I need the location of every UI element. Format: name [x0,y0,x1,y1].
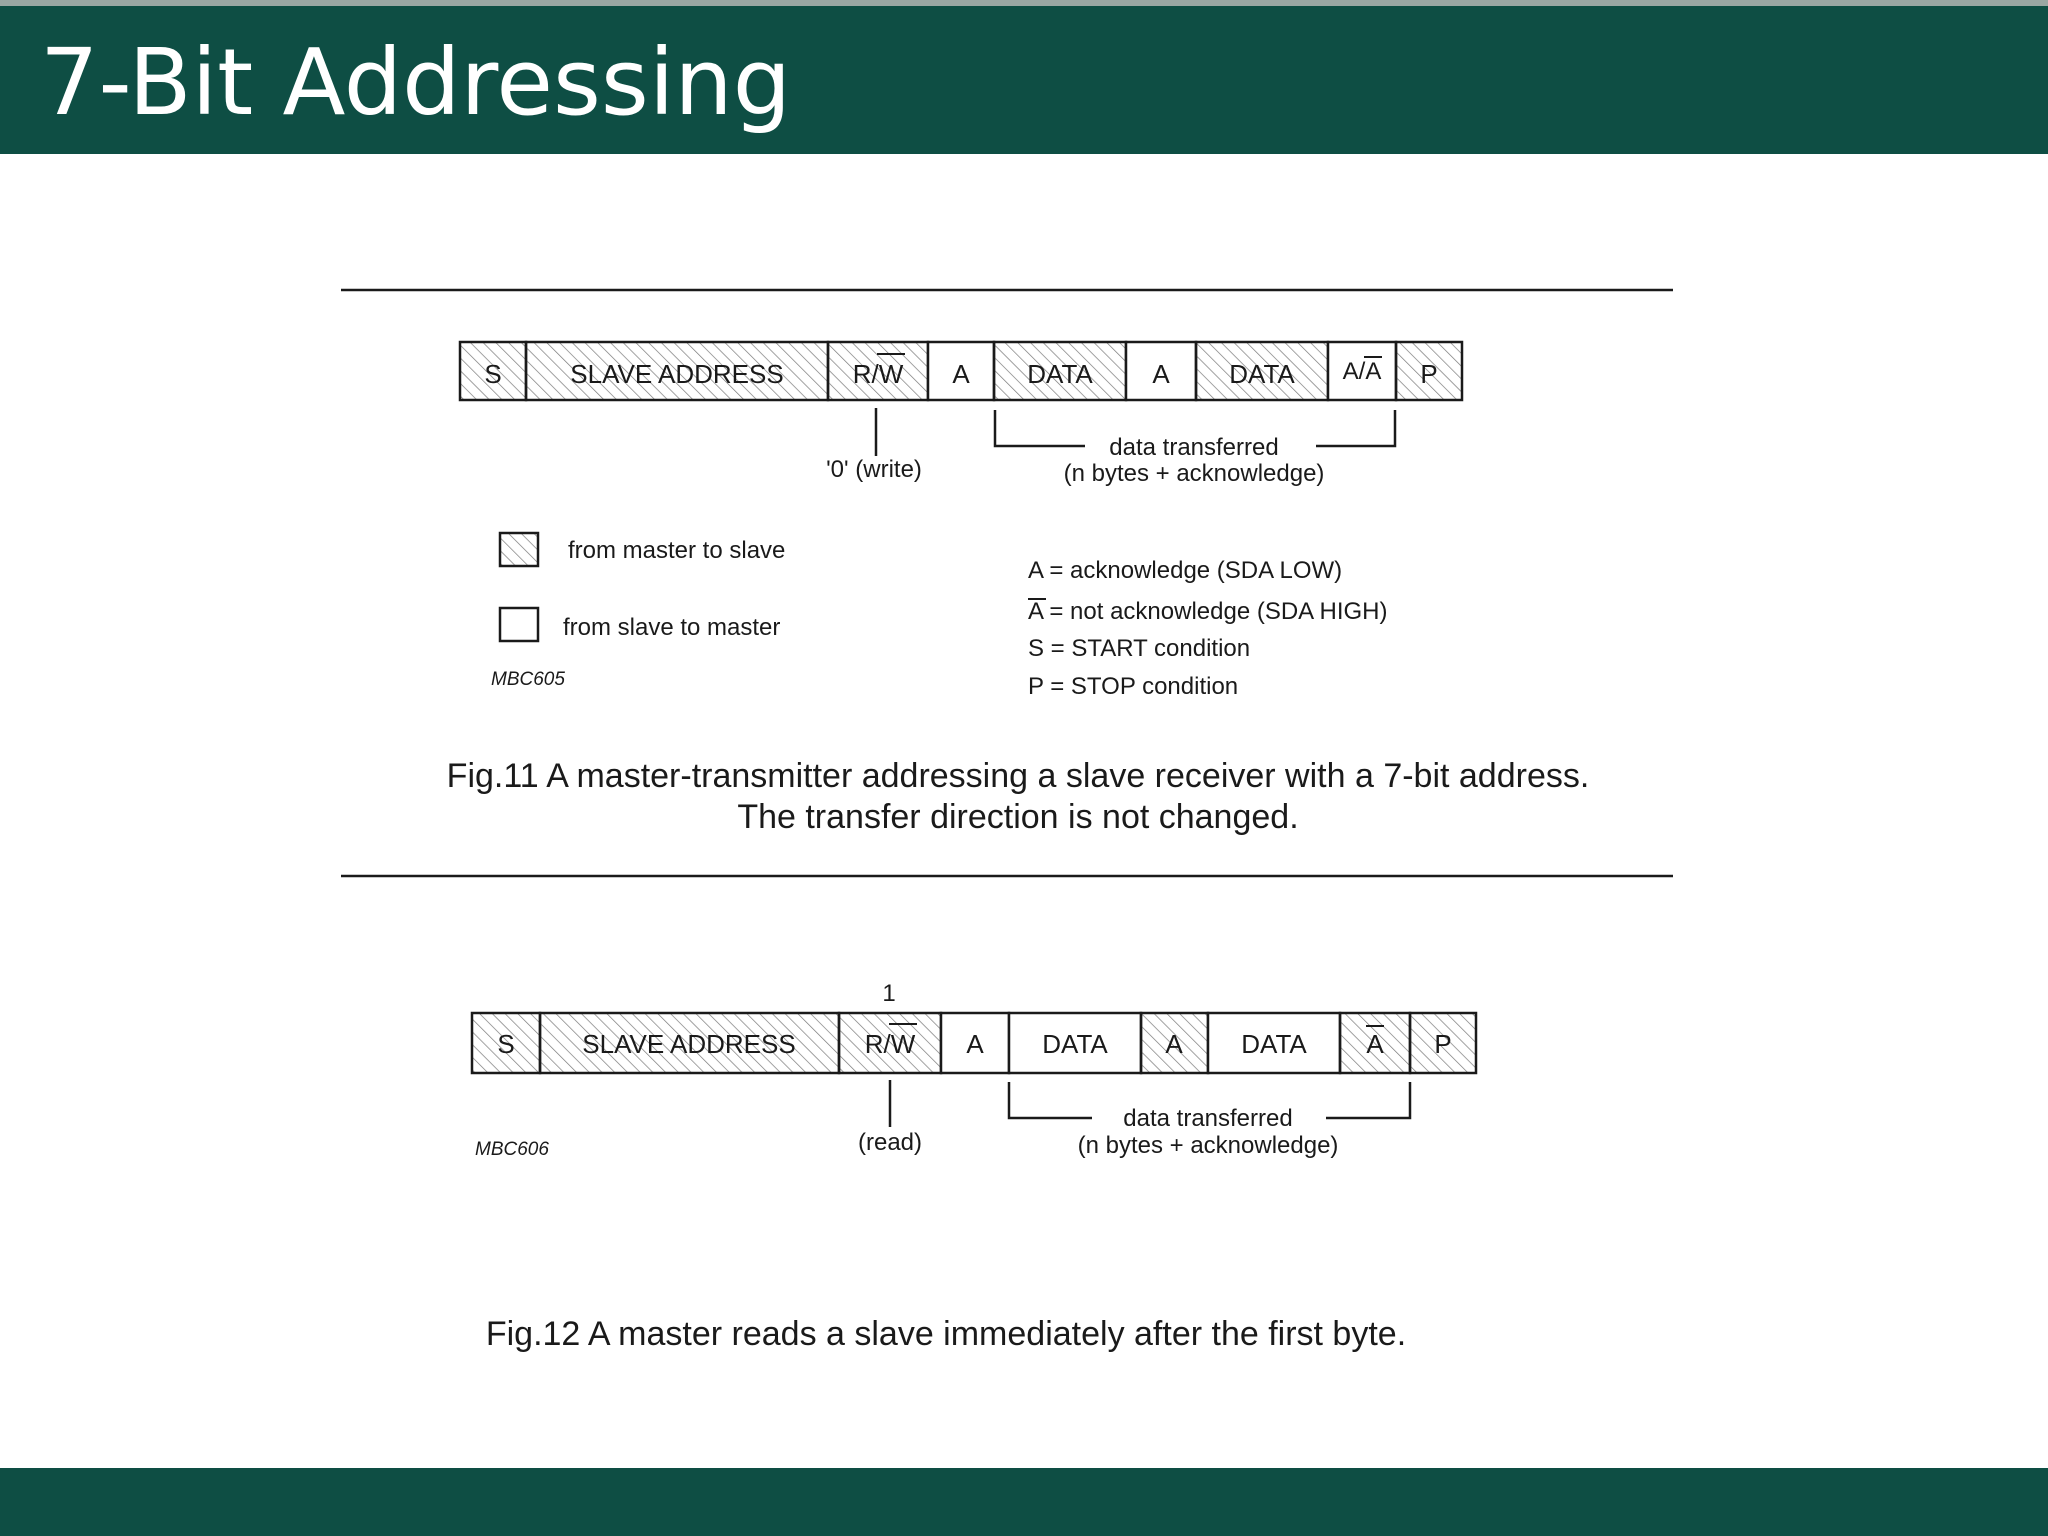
fig12-cell-p [1410,1013,1476,1073]
fig12-cell-s [472,1013,540,1073]
fig12-cell-data [1208,1013,1340,1073]
fig11-cell-p [1396,342,1462,400]
legend-hatched-swatch [500,533,538,566]
fig12-cell-label: SLAVE ADDRESS [582,1029,796,1059]
definition-nack: A = not acknowledge (SDA HIGH) [1028,598,1388,625]
fig11-caption-line2: The transfer direction is not changed. [737,798,1299,836]
fig11-cell-label: A [952,359,970,389]
fig11-cell-data [994,342,1126,400]
fig11-cell-ack [1126,342,1196,400]
fig11-data-label: data transferred [1109,434,1279,461]
fig11-cell-label: A [1152,359,1170,389]
fig11-rw-annotation: '0' (write) [826,456,922,483]
fig12-data-sublabel: (n bytes + acknowledge) [1077,1132,1339,1159]
fig12-cell-slave-address [540,1013,839,1073]
fig11-cell-slave-address [526,342,828,400]
fig11-cell-data [1196,342,1328,400]
fig12-rw-annotation: (read) [857,1129,923,1156]
fig12-cell-rw [839,1013,941,1073]
fig12-cell-ack [941,1013,1009,1073]
fig11-cell-ack-nack [1328,342,1396,400]
legend-slave-label: from slave to master [563,614,781,641]
fig11-cell-label: SLAVE ADDRESS [570,359,784,389]
fig12-code: MBC606 [475,1139,549,1160]
fig12-cell-label: A [1165,1029,1183,1059]
definition-stop: P = STOP condition [1028,673,1239,700]
fig12-cell-label: DATA [1241,1029,1307,1059]
fig11-cell-ack [928,342,994,400]
fig12-cell-label: S [497,1029,515,1059]
fig11-cell-s [460,342,526,400]
fig11-cell-label: S [484,359,502,389]
fig11-cell-rw [828,342,928,400]
fig12-cell-data [1009,1013,1141,1073]
fig11-cell-label: DATA [1027,359,1093,389]
fig12-caption: Fig.12 A master reads a slave immediately after the first byte. [485,1315,1407,1353]
definition-ack: A = acknowledge (SDA LOW) [1028,557,1343,584]
fig12-cell-label: P [1434,1029,1452,1059]
fig12-cell-label: A [966,1029,984,1059]
footer-bar [0,1468,2048,1536]
fig12-cell-label: R/W [864,1029,916,1059]
fig12-rw-bit: 1 [882,980,896,1007]
fig11-frame-row [460,342,1462,400]
fig11-caption: Fig.11 A master-transmitter addressing a slave receiver with a 7-bit address. [446,757,1590,795]
fig11-data-sublabel: (n bytes + acknowledge) [1063,460,1325,487]
fig12-cell-label: DATA [1042,1029,1108,1059]
fig11-cell-label: R/W [852,359,904,389]
slide-title: 7-Bit Addressing [40,29,792,136]
fig11-code: MBC605 [491,669,565,690]
legend-master-label: from master to slave [568,537,786,564]
fig11-cell-label: DATA [1229,359,1295,389]
fig12-cell-label: A [1366,1029,1384,1059]
legend-blank-swatch [500,608,538,641]
fig12-cell-nack [1340,1013,1410,1073]
fig12-data-label: data transferred [1123,1105,1293,1132]
fig12-frame-row [472,1013,1476,1073]
fig11-cell-label: A/A [1342,358,1382,385]
definition-start: S = START condition [1028,635,1251,662]
fig11-cell-label: P [1420,359,1438,389]
fig12-cell-ack [1141,1013,1208,1073]
